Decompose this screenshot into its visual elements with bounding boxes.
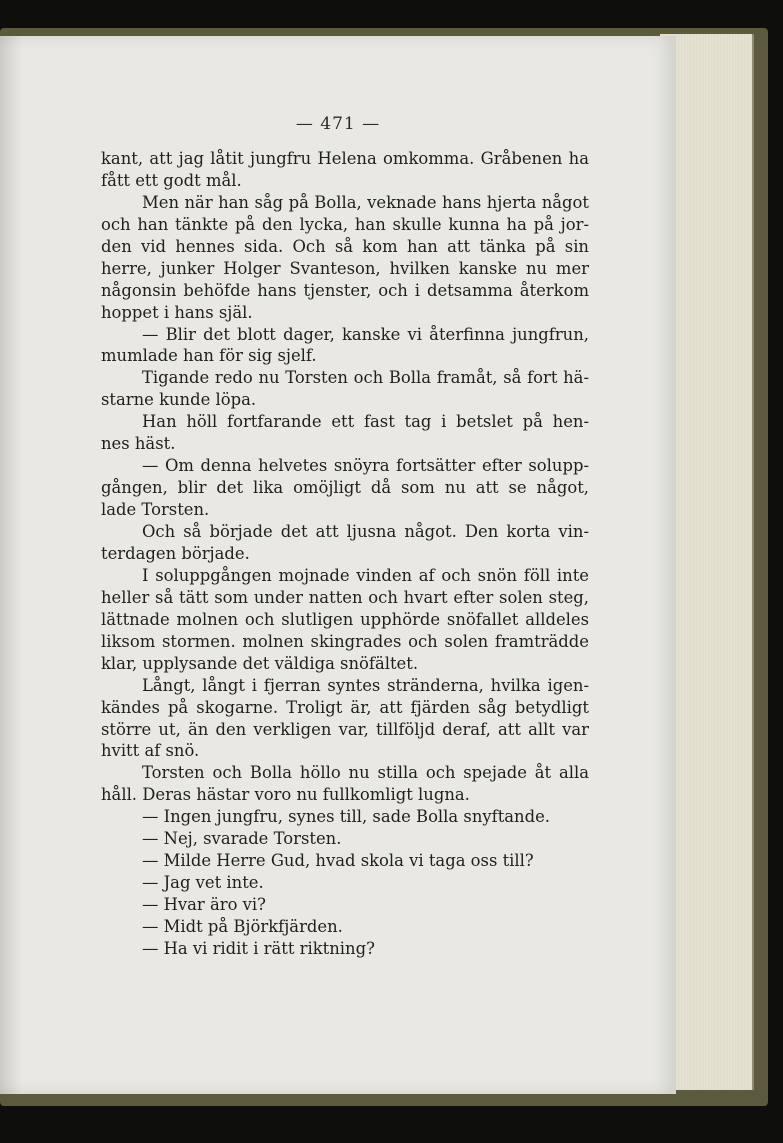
text-line: håll. Deras hästar voro nu fullkomligt lugna. bbox=[101, 785, 470, 805]
text-line: lade Torsten. bbox=[101, 500, 210, 520]
text-line: I soluppgången mojnade vinden af och snön föll inte bbox=[142, 565, 589, 585]
text-line: heller så tätt som under natten och hvart efter solen steg, bbox=[101, 587, 589, 607]
text-line: — Blir det blott dager, kanske vi återfinna jungfrun, bbox=[142, 324, 589, 344]
text-line: kändes på skogarne. Troligt är, att fjärden såg betydligt bbox=[101, 697, 589, 717]
text-line: Tigande redo nu Torsten och Bolla framåt, så fort hä- bbox=[142, 368, 589, 388]
text-line: gången, blir det lika omöjligt då som nu att se något, bbox=[101, 478, 589, 498]
text-line: liksom stormen. molnen skingrades och solen framträdde bbox=[101, 631, 589, 651]
text-line: Han höll fortfarande ett fast tag i betslet på hen- bbox=[142, 412, 589, 432]
text-line: Långt, långt i fjerran syntes stränderna, hvilka igen- bbox=[142, 675, 589, 695]
text-line: — Ha vi ridit i rätt riktning? bbox=[142, 939, 375, 958]
text-line: större ut, än den verkligen var, tillföljd deraf, att allt var bbox=[101, 719, 589, 739]
body-text bbox=[101, 148, 589, 960]
text-line: Och så började det att ljusna något. Den korta vin- bbox=[142, 522, 589, 542]
text-line: klar, upplysande det väldiga snöfältet. bbox=[101, 653, 419, 673]
text-line: den vid hennes sida. Och så kom han att tänka på sin bbox=[101, 236, 589, 256]
text-line: någonsin behöfde hans tjenster, och i detsamma återkom bbox=[101, 280, 589, 300]
text-line: Torsten och Bolla höllo nu stilla och spejade åt alla bbox=[142, 763, 589, 783]
text-line: — Milde Herre Gud, hvad skola vi taga oss till? bbox=[142, 851, 534, 871]
text-line: herre, junker Holger Svanteson, hvilken kanske nu mer bbox=[101, 258, 589, 278]
text-line: lättnade molnen och slutligen upphörde snöfallet alldeles bbox=[101, 609, 589, 629]
text-line: hvitt af snö. bbox=[101, 741, 200, 761]
text-line: mumlade han för sig sjelf. bbox=[101, 346, 317, 366]
page-number: — 471 — bbox=[295, 114, 381, 134]
text-line: — Om denna helvetes snöyra fortsätter efter solupp- bbox=[142, 456, 589, 476]
text-line: hoppet i hans själ. bbox=[101, 302, 253, 322]
text-line: terdagen började. bbox=[101, 543, 250, 563]
text-line: nes häst. bbox=[101, 434, 176, 454]
text-line: — Hvar äro vi? bbox=[142, 895, 266, 915]
text-line: starne kunde löpa. bbox=[101, 390, 257, 410]
text-line: fått ett godt mål. bbox=[101, 170, 242, 190]
text-line: och han tänkte på den lycka, han skulle kunna ha på jor- bbox=[101, 214, 589, 234]
text-line: Men när han såg på Bolla, veknade hans hjerta något bbox=[142, 192, 589, 212]
text-line: — Ingen jungfru, synes till, sade Bolla snyftande. bbox=[142, 807, 551, 827]
text-line: — Jag vet inte. bbox=[142, 873, 264, 893]
text-line: kant, att jag låtit jungfru Helena omkomma. Gråbenen ha bbox=[101, 149, 589, 168]
text-line: — Nej, svarade Torsten. bbox=[142, 829, 342, 849]
text-line: — Midt på Björkfjärden. bbox=[142, 917, 343, 937]
gutter-shadow bbox=[0, 36, 22, 1094]
